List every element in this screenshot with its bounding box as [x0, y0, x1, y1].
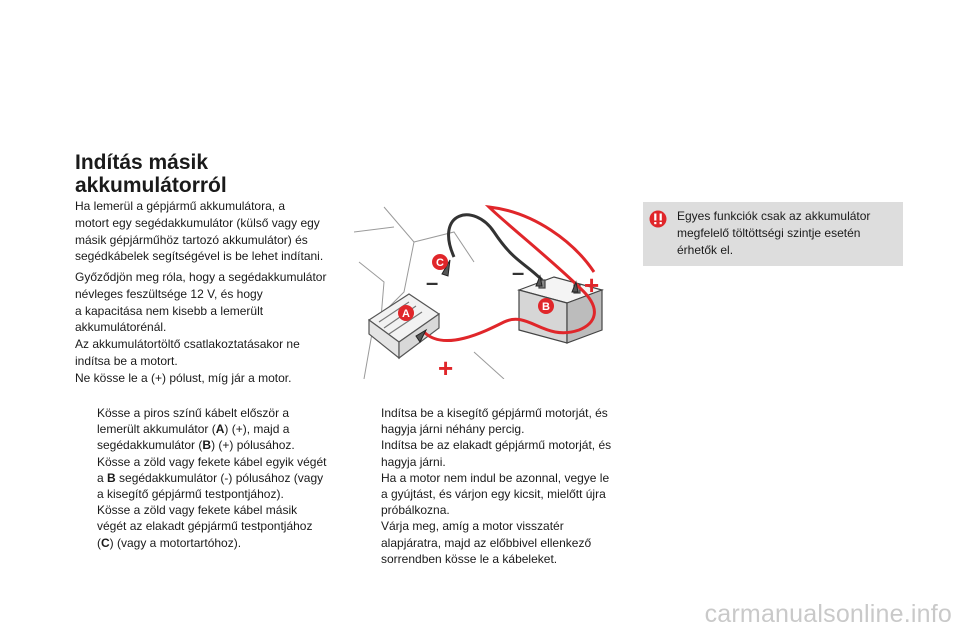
label-b	[538, 298, 554, 314]
step-text: a gyújtást, és várjon egy kicsit, mielőtt újra	[381, 487, 606, 502]
step-text: Indítsa be a kisegítő gépjármű motorját, és	[381, 406, 608, 420]
step-text: a	[97, 470, 108, 485]
intro-paragraph-1	[75, 198, 343, 265]
step-text: (	[97, 535, 101, 550]
page-title	[75, 151, 227, 197]
plus-sign: +	[584, 270, 600, 300]
label-a-text: A	[402, 308, 410, 320]
list-item	[359, 437, 634, 518]
intro-line: másik gépjárműhöz tartozó akkumulátor) és	[75, 232, 308, 247]
step-label: B	[202, 438, 212, 453]
intro-line: segédkábelek segítségével is be lehet indítani.	[75, 249, 324, 264]
intro-line: Az akkumulátortöltő csatlakoztatásakor ne	[75, 337, 300, 352]
step-text: Kösse a piros színű kábelt először a	[97, 406, 290, 420]
intro-paragraph-2	[75, 269, 343, 387]
step-label: B	[107, 470, 116, 485]
list-item	[75, 502, 350, 551]
plus-sign: +	[438, 353, 454, 379]
step-text: próbálkozna.	[381, 503, 450, 518]
intro-line: Ne kösse le a (+) pólust, míg jár a motor.	[75, 370, 292, 385]
label-a	[398, 305, 414, 321]
notice-box	[643, 202, 903, 266]
step-text: ) (vagy a motortartóhoz).	[109, 535, 242, 550]
warning-icon	[649, 210, 667, 228]
title-line-1: Indítás másik	[75, 151, 209, 174]
intro-line: a kapacitása nem kisebb a lemerült	[75, 303, 264, 318]
start-steps-list	[359, 405, 634, 567]
minus-sign: –	[426, 270, 439, 295]
notice-line: megfelelő töltöttségi szintje esetén	[677, 226, 861, 240]
step-label: A	[215, 422, 225, 437]
step-text: Ha a motor nem indul be azonnal, vegye le	[381, 470, 610, 485]
connect-steps-list	[75, 405, 350, 551]
intro-line: indítsa be a motort.	[75, 353, 178, 368]
step-label: C	[101, 535, 110, 550]
intro-line: akkumulátorénál.	[75, 320, 167, 335]
step-text: Kösse a zöld vagy fekete kábel másik	[97, 503, 298, 518]
list-item	[359, 405, 634, 437]
step-text: Kösse a zöld vagy fekete kábel egyik végét	[97, 454, 327, 469]
minus-sign: –	[512, 260, 525, 285]
notice-line: érhetők el.	[677, 243, 734, 257]
step-text: hagyja járni néhány percig.	[381, 422, 525, 437]
step-text: végét az elakadt gépjármű testpontjához	[97, 519, 313, 534]
notice-line: Egyes funkciók csak az akkumulátor	[677, 209, 871, 223]
label-c-text: C	[436, 257, 444, 269]
intro-line: Ha lemerül a gépjármű akkumulátora, a	[75, 199, 286, 213]
list-item	[75, 454, 350, 503]
black-cable	[449, 215, 542, 280]
step-text: Várja meg, amíg a motor visszatér	[381, 519, 564, 534]
step-text: ) (+), majd a	[224, 422, 290, 437]
step-text: Indítsa be az elakadt gépjármű motorját, és	[381, 438, 612, 453]
title-line-2: akkumulátorról	[75, 174, 227, 197]
list-item	[359, 518, 634, 567]
intro-line: motort egy segédakkumulátor (külső vagy egy	[75, 215, 320, 230]
step-text: lemerült akkumulátor (	[97, 422, 216, 437]
dead-battery-sketch	[369, 294, 439, 358]
step-text: sorrendben kösse le a kábeleket.	[381, 551, 558, 566]
intro-line: névleges feszültsége 12 V, és hogy	[75, 286, 263, 301]
step-text: a kisegítő gépjármű testpontjához).	[97, 487, 284, 502]
step-text: segédakkumulátor (	[97, 438, 203, 453]
label-b-text: B	[542, 301, 550, 313]
step-text: segédakkumulátor (-) pólusához (vagy	[115, 470, 324, 485]
step-text: hagyja járni.	[381, 454, 446, 469]
watermark: carmanualsonline.info	[704, 600, 952, 628]
notice-text	[677, 208, 897, 259]
step-text: alapjáratra, majd az előbbivel ellenkező	[381, 535, 592, 550]
jump-start-illustration	[354, 202, 616, 379]
intro-line: Győződjön meg róla, hogy a segédakkumulátor	[75, 270, 327, 284]
step-text: ) (+) pólusához.	[211, 438, 295, 453]
list-item	[75, 405, 350, 454]
label-c	[432, 254, 448, 270]
